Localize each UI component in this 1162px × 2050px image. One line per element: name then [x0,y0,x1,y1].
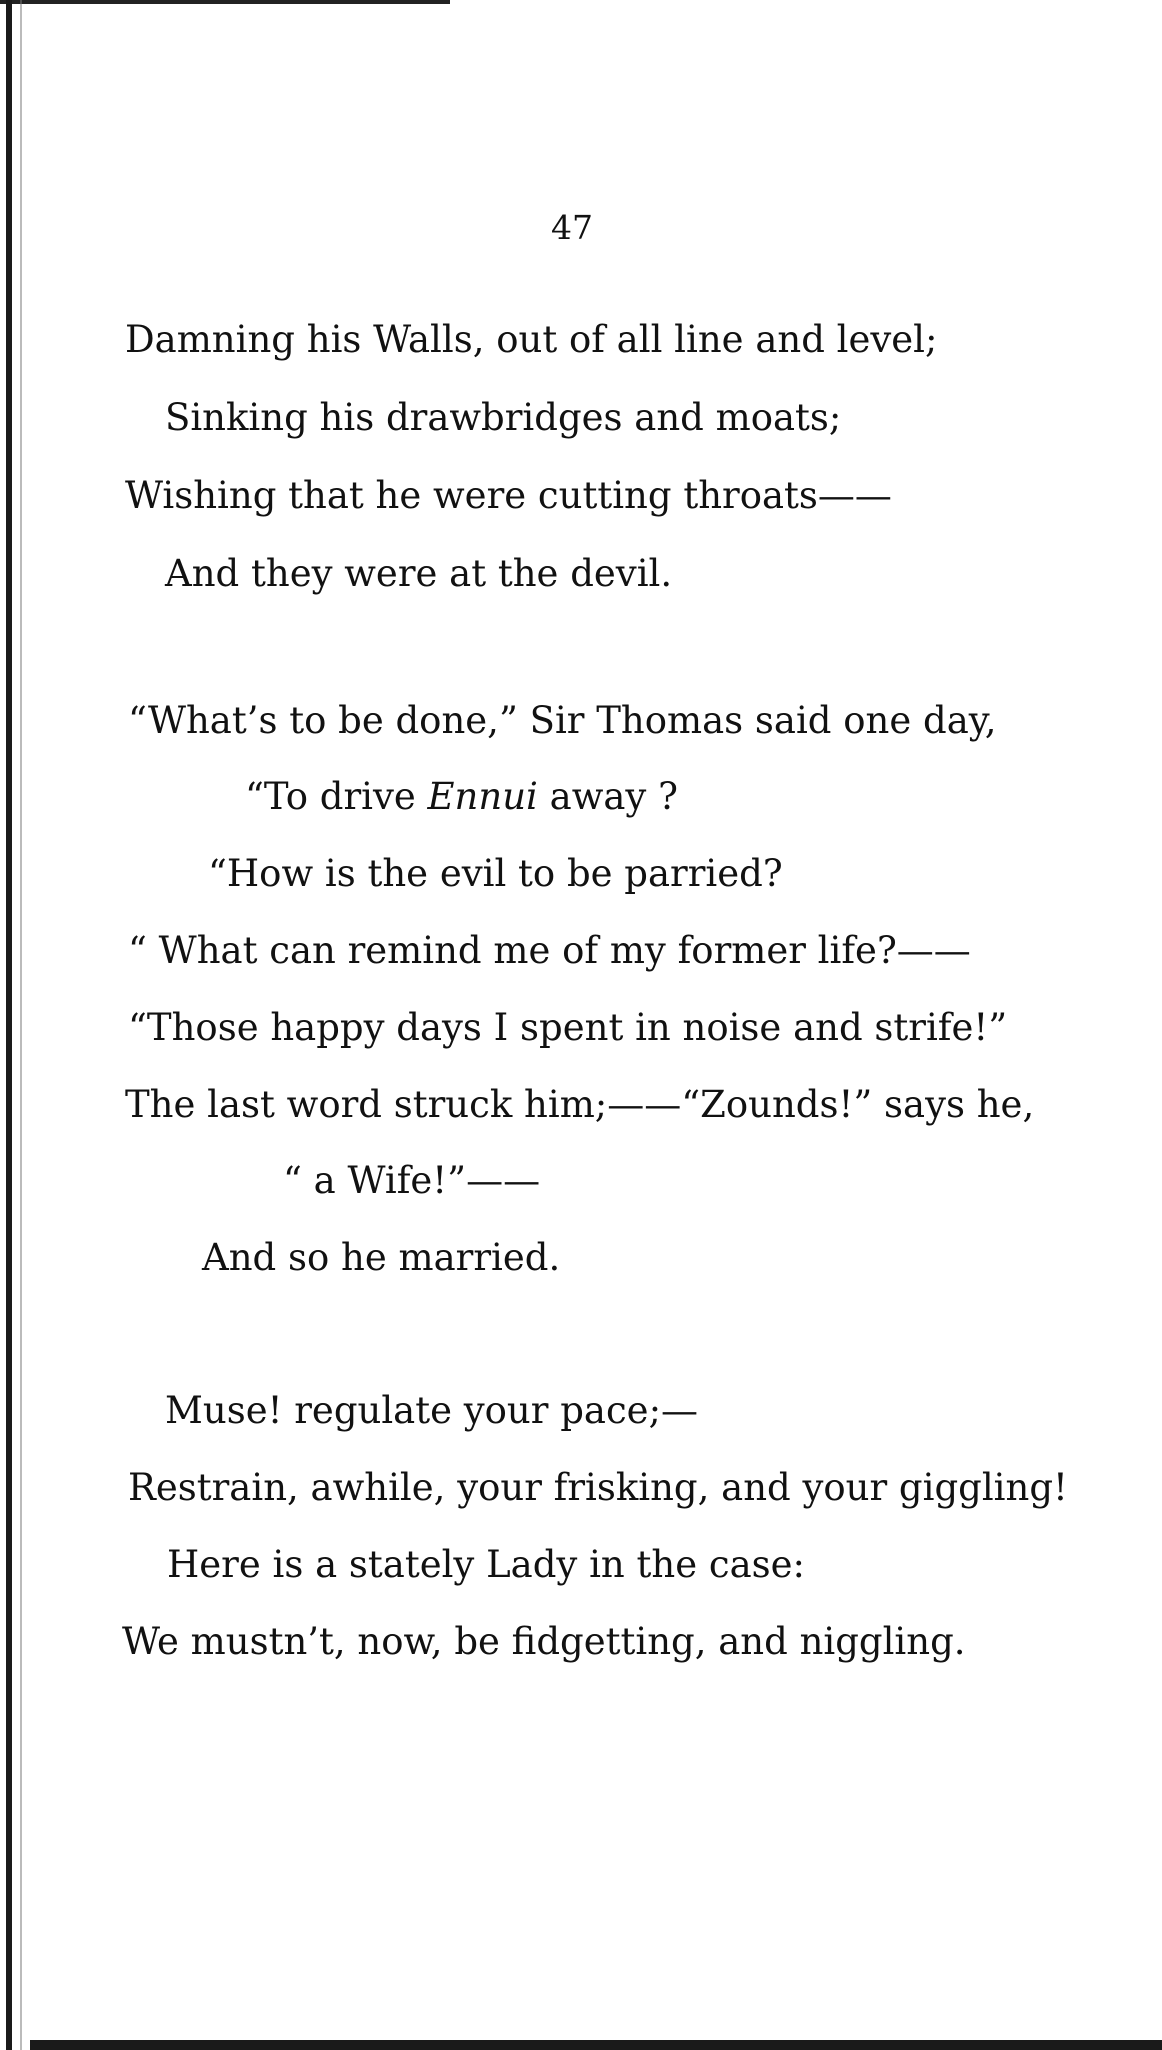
poem-line: “ a Wife!”—— [283,1159,541,1202]
page-number: 47 [551,208,593,247]
poem-line: Damning his Walls, out of all line and level; [125,318,938,361]
poem-line: We mustn’t, now, be fidgetting, and niggling. [122,1620,966,1663]
poem-line: Restrain, awhile, your frisking, and your giggling! [128,1466,1068,1509]
poem-line: Wishing that he were cutting throats—— [125,474,892,517]
poem-line: “How is the evil to be parried? [208,852,783,895]
poem-line: Sinking his drawbridges and moats; [165,396,842,439]
poem-line: The last word struck him;——“Zounds!” says he, [125,1083,1035,1126]
poem-line: Here is a stately Lady in the case: [167,1543,805,1586]
poem-line: “Those happy days I spent in noise and strife!” [128,1006,1008,1049]
poem-line [245,775,678,818]
scan-left-edge [6,0,12,2050]
poem-line: “What’s to be done,” Sir Thomas said one day, [128,699,997,742]
poem-line: And so he married. [202,1236,561,1279]
scan-bottom-edge [30,2040,1162,2050]
italic-word: Ennui [427,775,538,818]
line-text: “To drive [245,775,428,818]
poem-line: Muse! regulate your pace;— [165,1389,699,1432]
scan-top-edge [0,0,450,4]
poem-line: And they were at the devil. [165,552,673,595]
scan-left-edge-faint [20,0,22,2050]
poem-line: “ What can remind me of my former life?—— [128,929,971,972]
line-text: away ? [537,775,678,818]
